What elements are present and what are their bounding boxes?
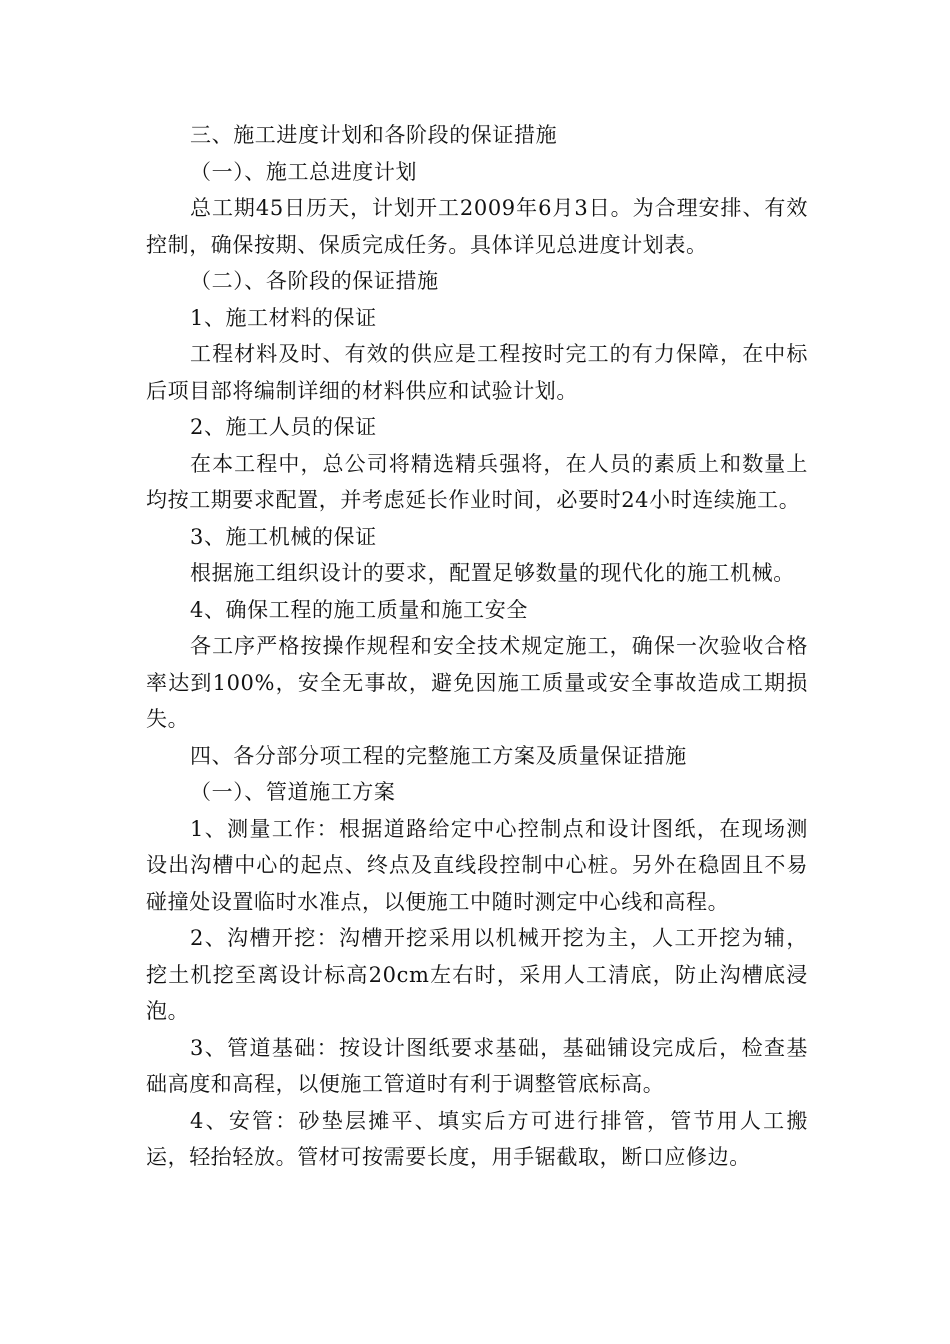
item-heading-personnel: 2、施工人员的保证	[190, 415, 377, 439]
paragraph-foundation: 3、管道基础：按设计图纸要求基础，基础铺设完成后，检查基础高度和高程，以便施工管道时有利于调整管底标高。	[146, 1035, 808, 1096]
subsection-heading-pipeline: （一）、管道施工方案	[190, 780, 396, 804]
subsection-heading-schedule: （一）、施工总进度计划	[190, 159, 418, 184]
item-heading-materials: 1、施工材料的保证	[190, 305, 377, 330]
paragraph-materials: 工程材料及时、有效的供应是工程按时完工的有力保障，在中标后项目部将编制详细的材料供应和试验计划。	[146, 342, 808, 403]
item-heading-machinery: 3、施工机械的保证	[190, 524, 377, 549]
paragraph-personnel: 在本工程中，总公司将精选精兵强将，在人员的素质上和数量上均按工期要求配置，并考虑延长作业时间，必要时24小时连续施工。	[146, 451, 808, 512]
section-heading-4: 四、各分部分项工程的完整施工方案及质量保证措施	[190, 743, 687, 768]
paragraph-pipe-laying: 4、安管：砂垫层摊平、填实后方可进行排管，管节用人工搬运，轻抬轻放。管材可按需要长度，用手锯截取，断口应修边。	[146, 1108, 808, 1169]
section-heading-3: 三、施工进度计划和各阶段的保证措施	[190, 123, 558, 147]
paragraph-quality-safety: 各工序严格按操作规程和安全技术规定施工，确保一次验收合格率达到100%，安全无事故，避免因施工质量或安全事故造成工期损失。	[146, 634, 808, 731]
paragraph-machinery: 根据施工组织设计的要求，配置足够数量的现代化的施工机械。	[190, 561, 795, 585]
paragraph-survey: 1、测量工作：根据道路给定中心控制点和设计图纸，在现场测设出沟槽中心的起点、终点及直线段控制中心桩。另外在稳固且不易碰撞处设置临时水准点，以便施工中随时测定中心线和高程。	[146, 816, 808, 914]
item-heading-quality-safety: 4、确保工程的施工质量和施工安全	[190, 597, 528, 622]
paragraph-trench: 2、沟槽开挖：沟槽开挖采用以机械开挖为主，人工开挖为辅，挖土机挖至离设计标高20cm左右时，采用人工清底，防止沟槽底浸泡。	[146, 926, 808, 1023]
paragraph-schedule: 总工期45日历天，计划开工2009年6月3日。为合理安排、有效控制，确保按期、保质完成任务。具体详见总进度计划表。	[146, 196, 808, 257]
subsection-heading-measures: （二）、各阶段的保证措施	[190, 269, 439, 293]
document-body	[146, 117, 808, 1176]
